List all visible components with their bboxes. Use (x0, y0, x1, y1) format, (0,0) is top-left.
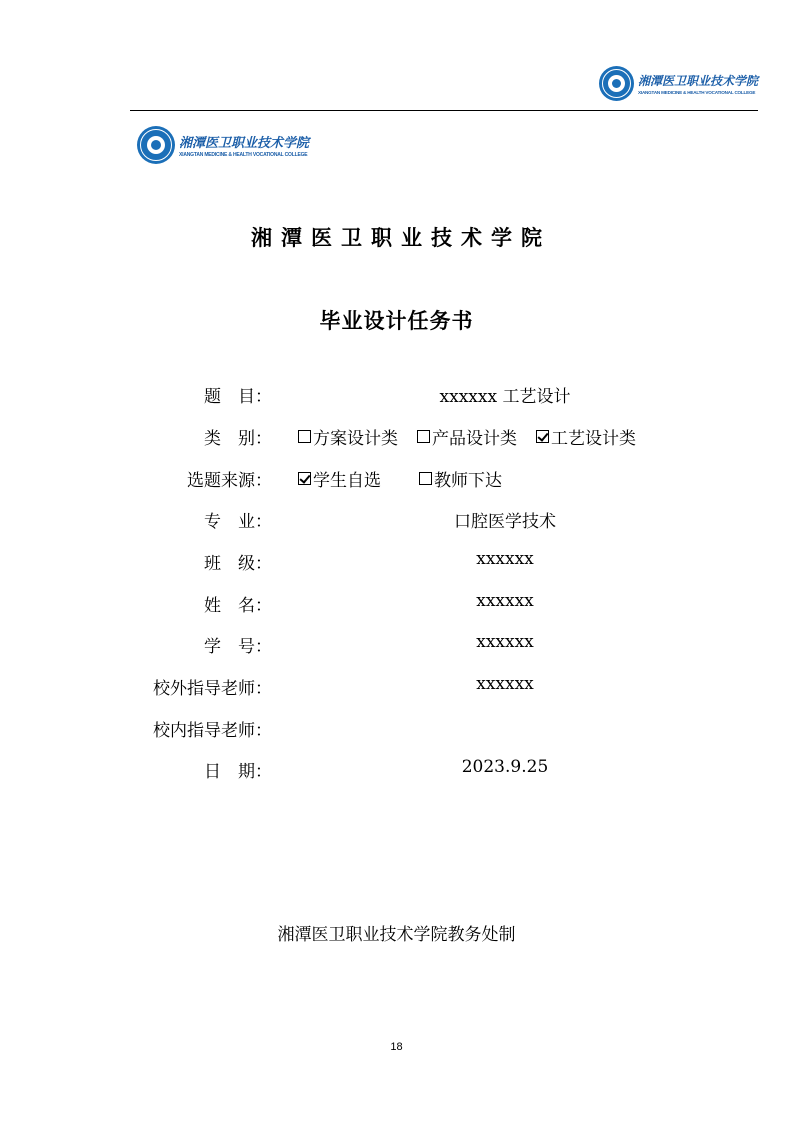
option-label: 产品设计类 (432, 429, 517, 449)
topic-value: xxxxxx 工艺设计 (439, 387, 571, 407)
option-label: 方案设计类 (313, 429, 398, 449)
source-option-student[interactable] (298, 466, 381, 491)
category-option-scheme[interactable] (298, 424, 398, 449)
category-option-process[interactable] (536, 424, 636, 449)
category-label: 类 别： (204, 429, 272, 449)
option-label: 学生自选 (313, 471, 381, 491)
name-label: 姓 名： (204, 596, 272, 616)
header-divider (130, 110, 758, 111)
page-number: 18 (390, 1041, 403, 1053)
body-logo-english-name: XIANGTAN MEDICINE & HEALTH VOCATIONAL COLLEGE (179, 152, 308, 158)
student-id-value: xxxxxx (476, 632, 534, 652)
class-label: 班 级： (204, 554, 272, 574)
header-logo-chinese-name: 湘潭医卫职业技术学院 (638, 74, 759, 88)
header-logo (599, 66, 758, 101)
checkbox-icon[interactable] (417, 430, 430, 443)
checkbox-icon[interactable] (298, 430, 311, 443)
internal-advisor-label: 校内指导老师： (153, 721, 272, 741)
source-option-teacher[interactable] (419, 466, 502, 491)
source-options (298, 466, 502, 491)
option-label: 工艺设计类 (551, 429, 636, 449)
category-options (298, 424, 636, 449)
date-label: 日 期： (204, 762, 272, 782)
student-id-label: 学 号： (204, 637, 272, 657)
college-title: 湘潭医卫职业技术学院 (251, 226, 551, 250)
document-title: 毕业设计任务书 (319, 309, 474, 333)
checkbox-icon[interactable] (419, 472, 432, 485)
class-value: xxxxxx (476, 549, 534, 569)
major-value: 口腔医学技术 (454, 512, 556, 532)
college-seal-icon (599, 66, 634, 101)
body-logo-chinese-name: 湘潭医卫职业技术学院 (179, 136, 310, 151)
option-label: 教师下达 (434, 471, 502, 491)
external-advisor-label: 校外指导老师： (153, 679, 272, 699)
external-advisor-value: xxxxxx (476, 674, 534, 694)
name-value: xxxxxx (476, 591, 534, 611)
major-label: 专 业： (204, 512, 272, 532)
category-option-product[interactable] (417, 424, 517, 449)
college-seal-icon (137, 126, 175, 164)
checked-checkbox-icon[interactable] (298, 472, 311, 485)
body-logo (137, 126, 309, 164)
checked-checkbox-icon[interactable] (536, 430, 549, 443)
issuer-text: 湘潭医卫职业技术学院教务处制 (277, 925, 516, 945)
date-value: 2023.9.25 (461, 757, 549, 777)
header-logo-english-name: XIANGTAN MEDICINE & HEALTH VOCATIONAL COLLEGE (638, 90, 756, 95)
topic-label: 题 目： (204, 387, 272, 407)
source-label: 选题来源： (187, 471, 272, 491)
